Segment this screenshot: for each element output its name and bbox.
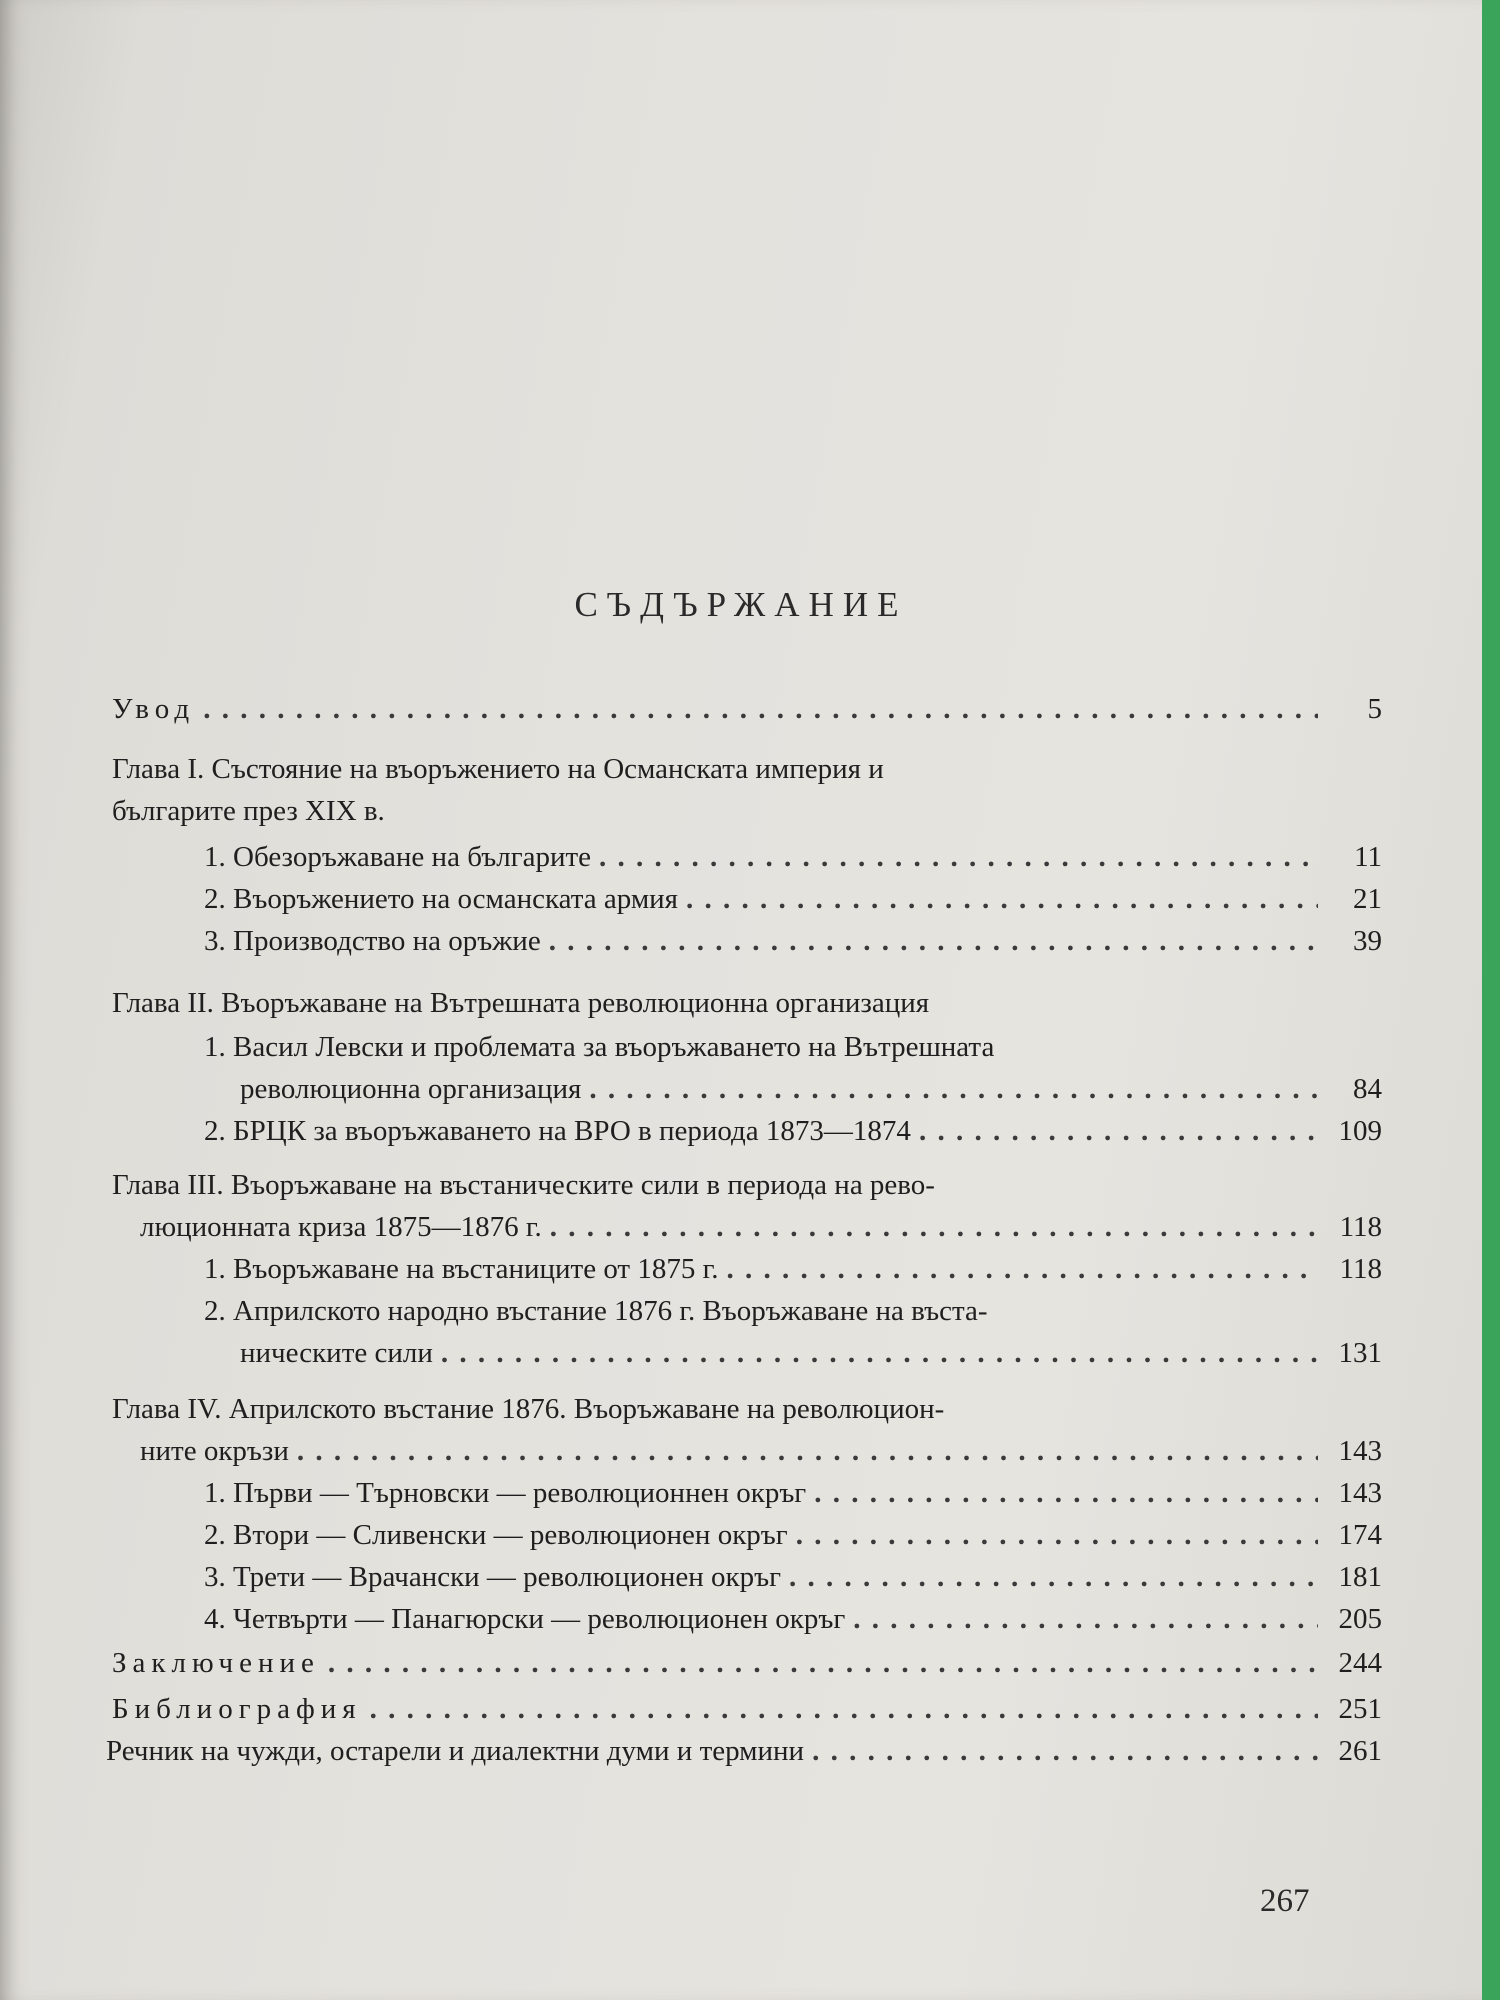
toc-leader-dots: [441, 1336, 1318, 1370]
toc-entry-page: 11: [1354, 841, 1382, 873]
toc-entry-title: Глава I. Състояние на въоръжението на Османската империя и: [112, 753, 884, 785]
toc-entry-page: 261: [1338, 1735, 1382, 1767]
toc-chapter-heading: [112, 1392, 1382, 1426]
toc-leader-dots: [853, 1602, 1318, 1636]
toc-chapter-heading-cont: [112, 1434, 1382, 1468]
toc-entry-title: Глава II. Въоръжаване на Вътрешната революционна организация: [112, 987, 930, 1019]
toc-entry-title-cont: революционна организация: [240, 1073, 582, 1105]
toc-entry: [204, 882, 1382, 916]
toc-entry: [204, 1030, 1382, 1064]
toc-leader-dots: [549, 924, 1318, 958]
page-number: 267: [1260, 1883, 1310, 1919]
toc-leader-dots: [814, 1476, 1318, 1510]
toc-entry-title-cont: ните окръзи: [140, 1435, 289, 1467]
toc-chapter-heading: [112, 752, 1382, 786]
toc-entry-page: 143: [1338, 1435, 1382, 1467]
toc-leader-dots: [370, 1692, 1318, 1726]
page-title: СЪДЪРЖАНИЕ: [574, 585, 908, 624]
toc-entry-title: 1. Въоръжаване на въстаниците от 1875 г.: [204, 1253, 719, 1285]
toc-entry: [204, 1114, 1382, 1148]
toc-entry-page: 21: [1353, 883, 1382, 915]
toc-entry-title: 3. Производство на оръжие: [204, 925, 541, 957]
toc-entry-title: Увод: [112, 693, 196, 725]
toc-entry: [204, 1560, 1382, 1594]
toc-entry-title: 2. БРЦК за въоръжаването на ВРО в периода 1873—1874: [204, 1115, 911, 1147]
toc-entry-title: Библиография: [112, 1693, 362, 1725]
toc-entry: [112, 692, 1382, 726]
toc-entry-title-cont: българите през XIX в.: [112, 795, 385, 827]
toc-entry: [204, 1518, 1382, 1552]
toc-entry: [204, 924, 1382, 958]
toc-leader-dots: [789, 1560, 1318, 1594]
toc-entry-title: Речник на чужди, остарели и диалектни думи и термини: [106, 1735, 805, 1767]
toc-leader-dots: [328, 1646, 1318, 1680]
toc-entry-page: 181: [1338, 1561, 1382, 1593]
toc-entry: [204, 1252, 1382, 1286]
toc-entry-page: 5: [1367, 693, 1382, 725]
toc-entry: [112, 1646, 1382, 1680]
toc-leader-dots: [686, 882, 1318, 916]
toc-entry-page: 84: [1353, 1073, 1382, 1105]
toc-entry-title: Заключение: [112, 1647, 320, 1679]
toc-chapter-heading-cont: [112, 1210, 1382, 1244]
toc-entry-page: 109: [1338, 1115, 1382, 1147]
table-of-contents: [106, 0, 1382, 2000]
toc-entry-title: 2. Втори — Сливенски — революционен окръг: [204, 1519, 788, 1551]
toc-leader-dots: [297, 1434, 1318, 1468]
toc-entry-title: 2. Въоръжението на османската армия: [204, 883, 679, 915]
toc-entry-cont: [240, 1336, 1382, 1370]
toc-entry-page: 143: [1338, 1477, 1382, 1509]
toc-entry: [204, 1602, 1382, 1636]
toc-leader-dots: [599, 840, 1318, 874]
toc-leader-dots: [919, 1114, 1318, 1148]
toc-entry-title: Глава III. Въоръжаване на въстаническите сили в периода на рево-: [112, 1169, 935, 1201]
toc-entry-title-cont: люционната криза 1875—1876 г.: [140, 1211, 542, 1243]
toc-chapter-heading: [112, 1168, 1382, 1202]
toc-entry-cont: [240, 1072, 1382, 1106]
toc-entry-page: 118: [1339, 1211, 1382, 1243]
toc-leader-dots: [726, 1252, 1318, 1286]
toc-entry-page: 39: [1353, 925, 1382, 957]
toc-entry: [112, 1692, 1382, 1726]
toc-entry-page: 118: [1339, 1253, 1382, 1285]
toc-entry-title: 1. Васил Левски и проблемата за въоръжаването на Вътрешната: [204, 1031, 995, 1063]
toc-entry-title: 3. Трети — Врачански — революционен окръг: [204, 1561, 781, 1593]
toc-entry-title: 4. Четвърти — Панагюрски — революционен окръг: [204, 1603, 846, 1635]
toc-entry-title-cont: ническите сили: [240, 1337, 433, 1369]
toc-entry-title: 1. Обезоръжаване на българите: [204, 841, 592, 873]
toc-entry: [204, 840, 1382, 874]
toc-entry-title: 2. Априлското народно въстание 1876 г. Въоръжаване на въста-: [204, 1295, 988, 1327]
toc-entry-page: 244: [1338, 1647, 1382, 1679]
toc-chapter-heading: [112, 986, 1382, 1020]
toc-leader-dots: [550, 1210, 1318, 1244]
toc-entry-title: 1. Първи — Търновски — революционнен окръг: [204, 1477, 807, 1509]
toc-entry-page: 205: [1338, 1603, 1382, 1635]
toc-entry: [106, 1734, 1382, 1768]
toc-entry-page: 174: [1338, 1519, 1382, 1551]
toc-entry: [204, 1294, 1382, 1328]
toc-leader-dots: [796, 1518, 1318, 1552]
toc-entry: [204, 1476, 1382, 1510]
toc-leader-dots: [203, 692, 1318, 726]
toc-entry-page: 131: [1338, 1337, 1382, 1369]
toc-entry-title: Глава IV. Априлското въстание 1876. Въоръжаване на революцион-: [112, 1393, 945, 1425]
toc-entry-page: 251: [1338, 1693, 1382, 1725]
toc-leader-dots: [812, 1734, 1318, 1768]
toc-chapter-heading-cont: [112, 794, 1382, 828]
toc-leader-dots: [589, 1072, 1318, 1106]
